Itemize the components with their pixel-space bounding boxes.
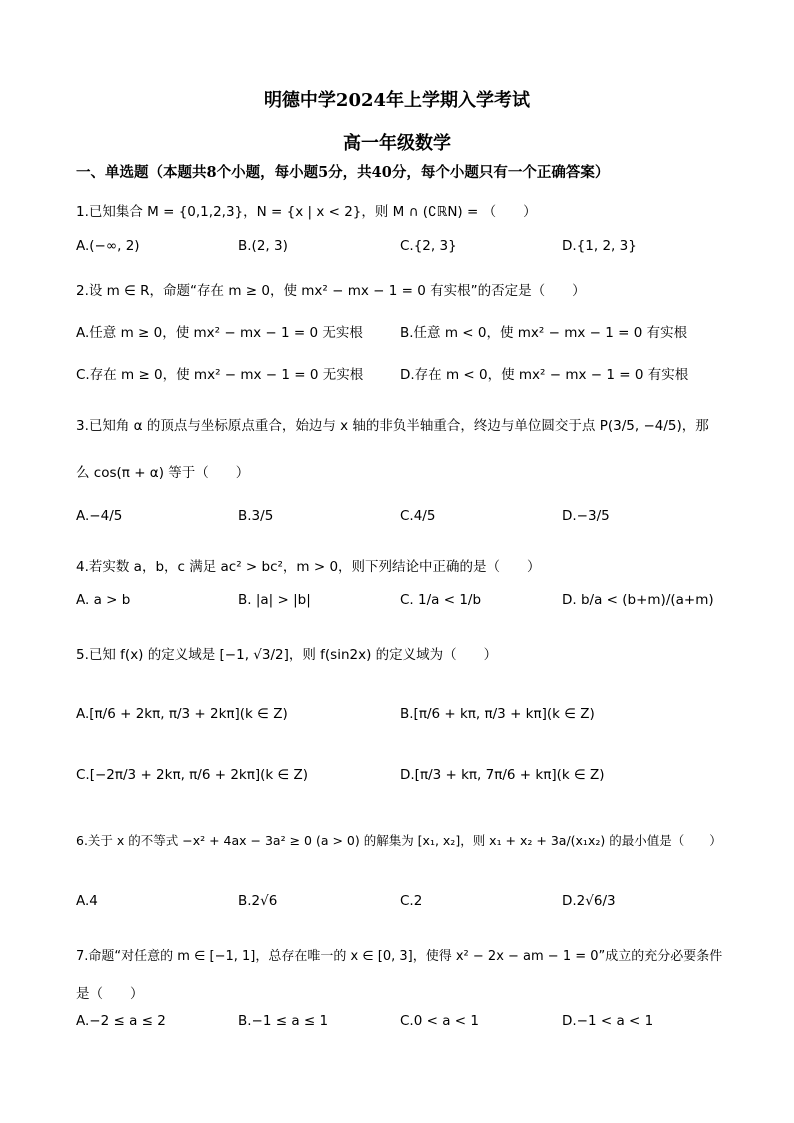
question-3-stem-line-1: 3.已知角 α 的顶点与坐标原点重合，始边与 x 轴的非负半轴重合，终边与单位圆交于点 P(3/5, −4/5)，那 xyxy=(76,418,709,434)
section-heading: 一、单选题（本题共8个小题，每小题5分，共40分，每个小题只有一个正确答案） xyxy=(76,164,610,181)
question-7-stem-line-1: 7.命题“对任意的 m ∈ [−1, 1]，总存在唯一的 x ∈ [0, 3]，使得 x² − 2x − am − 1 = 0”成立的充分必要条件 xyxy=(76,949,723,964)
question-6-option-c: C.2 xyxy=(400,893,423,909)
question-4-option-c: C. 1/a < 1/b xyxy=(400,592,482,608)
question-5-option-a: A.[π/6 + 2kπ, π/3 + 2kπ](k ∈ Z) xyxy=(76,706,288,722)
question-7-option-c: C.0 < a < 1 xyxy=(400,1013,479,1029)
question-6-option-b: B.2√6 xyxy=(238,893,278,909)
question-2-stem: 2.设 m ∈ R，命题“存在 m ≥ 0，使 mx² − mx − 1 = 0 有实根”的否定是（ ） xyxy=(76,283,586,299)
question-1-stem: 1.已知集合 M = {0,1,2,3}，N = {x | x < 2}，则 M ∩ (∁ℝN) = （ ） xyxy=(76,204,537,220)
question-3-option-d: D.−3/5 xyxy=(562,508,610,524)
question-6-option-a: A.4 xyxy=(76,893,98,909)
question-7-option-d: D.−1 < a < 1 xyxy=(562,1013,654,1029)
question-7-option-b: B.−1 ≤ a ≤ 1 xyxy=(238,1013,329,1029)
exam-subtitle: 高一年级数学 xyxy=(343,133,451,154)
question-1-option-d: D.{1, 2, 3} xyxy=(562,238,637,254)
question-5-stem: 5.已知 f(x) 的定义域是 [−1, √3/2]，则 f(sin2x) 的定义域为（ ） xyxy=(76,647,498,663)
question-7-stem-line-2: 是（ ） xyxy=(76,986,144,1002)
question-1-option-b: B.(2, 3) xyxy=(238,238,288,254)
exam-title: 明德中学2024年上学期入学考试 xyxy=(263,90,531,111)
question-4-option-a: A. a > b xyxy=(76,592,131,608)
question-2-option-b: B.任意 m < 0，使 mx² − mx − 1 = 0 有实根 xyxy=(400,325,688,341)
question-3-stem-line-2: 么 cos(π + α) 等于（ ） xyxy=(76,465,250,481)
question-4-option-d: D. b/a < (b+m)/(a+m) xyxy=(562,592,714,608)
question-4-stem: 4.若实数 a，b，c 满足 ac² > bc²，m > 0，则下列结论中正确的是（ ） xyxy=(76,559,541,575)
question-1-option-c: C.{2, 3} xyxy=(400,238,457,254)
question-3-option-a: A.−4/5 xyxy=(76,508,123,524)
question-3-option-c: C.4/5 xyxy=(400,508,436,524)
question-5-option-c: C.[−2π/3 + 2kπ, π/6 + 2kπ](k ∈ Z) xyxy=(76,767,309,783)
question-6-option-d: D.2√6/3 xyxy=(562,893,616,909)
question-5-option-d: D.[π/3 + kπ, 7π/6 + kπ](k ∈ Z) xyxy=(400,767,605,783)
question-3-option-b: B.3/5 xyxy=(238,508,274,524)
question-2-option-a: A.任意 m ≥ 0，使 mx² − mx − 1 = 0 无实根 xyxy=(76,325,363,341)
question-1-option-a: A.(−∞, 2) xyxy=(76,238,140,254)
question-2-option-d: D.存在 m < 0，使 mx² − mx − 1 = 0 有实根 xyxy=(400,367,689,383)
question-7-option-a: A.−2 ≤ a ≤ 2 xyxy=(76,1013,166,1029)
question-4-option-b: B. |a| > |b| xyxy=(238,592,311,608)
question-2-option-c: C.存在 m ≥ 0，使 mx² − mx − 1 = 0 无实根 xyxy=(76,367,364,383)
question-5-option-b: B.[π/6 + kπ, π/3 + kπ](k ∈ Z) xyxy=(400,706,595,722)
question-6-stem: 6.关于 x 的不等式 −x² + 4ax − 3a² ≥ 0 (a > 0) 的解集为 [x₁, x₂]，则 x₁ + x₂ + 3a/(x₁x₂) 的最小值是（ ） xyxy=(76,833,722,848)
